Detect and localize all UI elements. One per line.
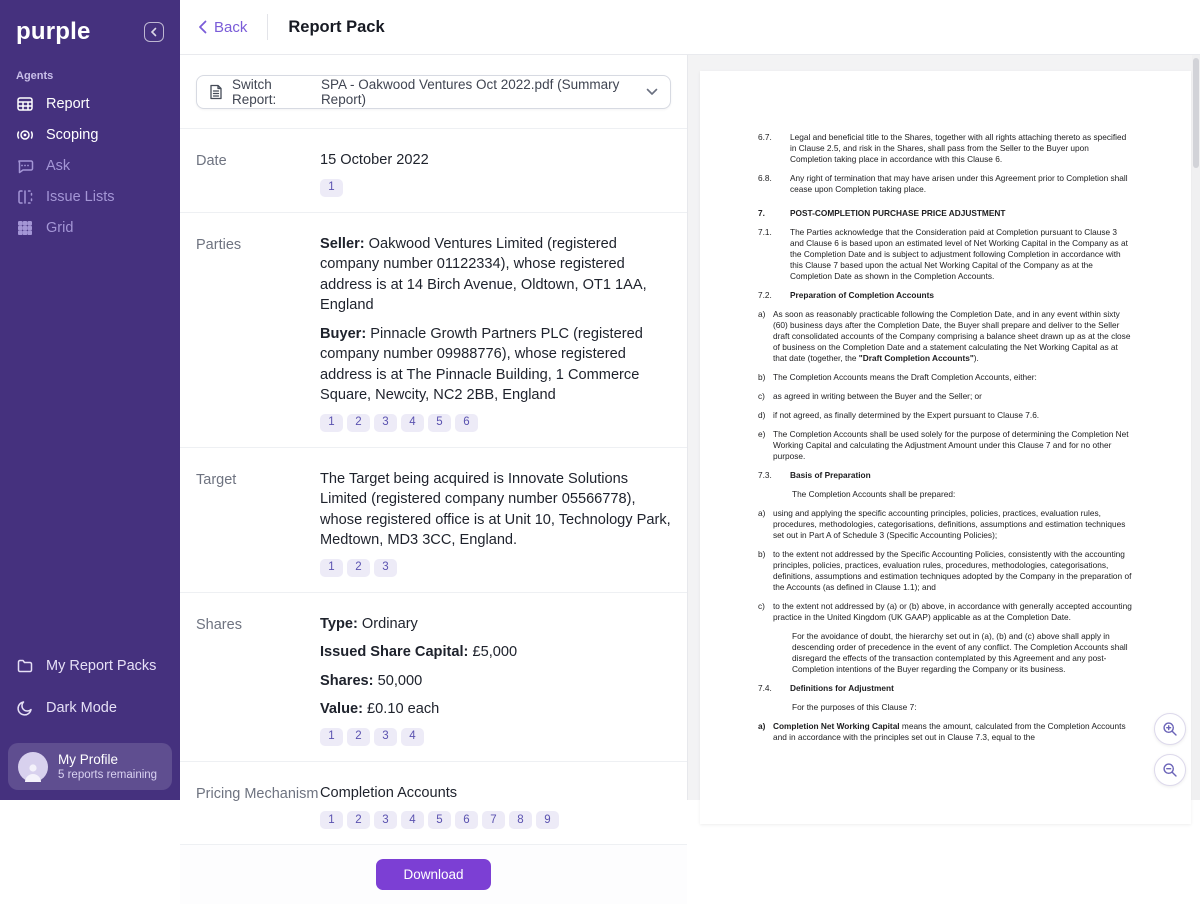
clause-text: Legal and beneficial title to the Shares, together with all rights attaching thereto as specified in Clause 2.5, and risk in the Shares, shall pass from the Seller to the Buyer upon Completion taking place in accordance with this Clause 6. bbox=[790, 132, 1127, 164]
row-paragraphs: Type: Ordinary Issued Share Capital: £5,000 Shares: 50,000 Value: £0.10 each bbox=[320, 615, 518, 717]
clause-number: c) bbox=[758, 601, 765, 611]
report-row bbox=[180, 593, 687, 762]
clause-text: The Parties acknowledge that the Consideration paid at Completion pursuant to Clause 3 and Clause 6 is based upon an estimated level of Net Working Capital in the Company as at the Completion Date and is subject to adjustment following Completion in accordance with this Clause 7 based upon the actual Net Working Capital of the Company as at the Completion Date as shown in the Completion Accounts. bbox=[790, 227, 1128, 281]
row-label: Target bbox=[196, 471, 237, 488]
avatar bbox=[18, 752, 48, 782]
doc-clause bbox=[758, 372, 1133, 383]
topbar-divider bbox=[267, 14, 268, 40]
citation-chip[interactable]: 2 bbox=[347, 811, 370, 829]
clause-number: b) bbox=[758, 372, 766, 382]
row-paragraphs: 15 October 2022 bbox=[320, 152, 429, 168]
list-icon bbox=[16, 188, 34, 206]
citation-list bbox=[320, 179, 671, 197]
clause-text: Definitions for Adjustment bbox=[790, 683, 894, 693]
citation-list bbox=[320, 811, 671, 829]
doc-clause bbox=[758, 429, 1133, 462]
zoom-in-button[interactable] bbox=[1154, 713, 1186, 745]
clause-number: 7.4. bbox=[758, 683, 772, 693]
citation-chip[interactable]: 2 bbox=[347, 559, 370, 577]
clause-number: e) bbox=[758, 429, 766, 439]
row-value bbox=[320, 783, 671, 830]
sidebar-item-ask bbox=[0, 150, 180, 181]
report-row bbox=[180, 213, 687, 448]
citation-chip[interactable]: 9 bbox=[536, 811, 559, 829]
doc-clause bbox=[758, 702, 1133, 713]
doc-clause bbox=[758, 173, 1133, 195]
folder-icon bbox=[16, 657, 34, 675]
clause-number: d) bbox=[758, 410, 766, 420]
citation-chip[interactable]: 3 bbox=[374, 559, 397, 577]
zoom-out-icon bbox=[1162, 762, 1178, 778]
citation-list bbox=[320, 559, 671, 577]
report-row bbox=[180, 762, 687, 846]
citation-chip[interactable]: 3 bbox=[374, 414, 397, 432]
sidebar-item-label: Report bbox=[46, 95, 90, 112]
citation-chip[interactable]: 3 bbox=[374, 811, 397, 829]
doc-clause bbox=[758, 470, 1133, 481]
clause-number: a) bbox=[758, 721, 766, 731]
my-report-packs-button[interactable] bbox=[0, 645, 180, 687]
zoom-in-icon bbox=[1162, 721, 1178, 737]
row-value bbox=[320, 469, 671, 577]
doc-clause bbox=[758, 290, 1133, 301]
dark-mode-toggle[interactable] bbox=[0, 687, 180, 729]
clause-text: Basis of Preparation bbox=[790, 470, 871, 480]
sidebar-item-label: Issue Lists bbox=[46, 188, 115, 205]
footer-item-label: My Report Packs bbox=[46, 658, 157, 674]
clause-text: For the purposes of this Clause 7: bbox=[792, 702, 917, 712]
clause-number: b) bbox=[758, 549, 766, 559]
grid-icon bbox=[16, 219, 34, 237]
clause-text: The Completion Accounts shall be used solely for the purpose of determining the Completion Net Working Capital and calculating the Adjustment Amount under this Clause 7 and for no other purpose. bbox=[773, 429, 1129, 461]
report-row bbox=[180, 448, 687, 593]
document-icon bbox=[209, 84, 223, 100]
citation-chip[interactable]: 1 bbox=[320, 414, 343, 432]
app-logo: purple bbox=[16, 18, 91, 45]
content bbox=[180, 55, 1200, 882]
chevron-left-icon bbox=[198, 20, 207, 34]
doc-clause bbox=[758, 410, 1133, 421]
clause-text: As soon as reasonably practicable following the Completion Date, and in any event within sixty (60) business days after the Completion Date, the Buyer shall prepare and deliver to the Seller draft consolidated accounts of the Company comprising a balance sheet drawn up as at the close of business on the Completion Date and a statement calculating the Net Working Capital as at that date (together, the "Draft Completion Accounts"). bbox=[773, 309, 1131, 363]
row-paragraphs: Completion Accounts bbox=[320, 784, 458, 801]
switch-report-select[interactable] bbox=[196, 75, 671, 109]
sidebar-item-label: Scoping bbox=[46, 126, 99, 143]
clause-text: Any right of termination that may have arisen under this Agreement prior to Completion shall cease upon Completion taking place. bbox=[790, 173, 1128, 194]
citation-chip[interactable]: 5 bbox=[428, 811, 451, 829]
doc-clause bbox=[758, 508, 1133, 541]
pdf-scrollbar[interactable] bbox=[1192, 55, 1200, 800]
row-label: Pricing Mechanism bbox=[196, 785, 319, 802]
clause-text: to the extent not addressed by (a) or (b) above, in accordance with generally accepted accounting practice in the United Kingdom (UK GAAP) applicable as at the Completion Date. bbox=[773, 601, 1132, 622]
citation-chip[interactable]: 1 bbox=[320, 728, 343, 746]
sidebar-item-label: Grid bbox=[46, 219, 74, 236]
citation-chip[interactable]: 4 bbox=[401, 414, 424, 432]
row-value bbox=[320, 234, 671, 432]
citation-chip[interactable]: 5 bbox=[428, 414, 451, 432]
profile-name: My Profile bbox=[58, 752, 119, 767]
footer-item-label: Dark Mode bbox=[46, 700, 117, 716]
profile-reports-remaining: 5 reports remaining bbox=[58, 769, 158, 781]
topbar bbox=[180, 0, 1200, 55]
citation-chip[interactable]: 4 bbox=[401, 728, 424, 746]
citation-chip[interactable]: 6 bbox=[455, 811, 478, 829]
page-title: Report Pack bbox=[288, 17, 385, 36]
pdf-document-text bbox=[758, 132, 1133, 743]
sidebar-item-scoping[interactable] bbox=[0, 119, 180, 150]
pdf-page bbox=[700, 71, 1191, 824]
sidebar-item-report[interactable] bbox=[0, 88, 180, 119]
clause-text: For the avoidance of doubt, the hierarchy set out in (a), (b) and (c) above shall apply in descending order of precedence in the event of any conflict. The Completion Accounts shall disregard the effects of the transaction contemplated by this Agreement and any post-Completion intentions of the Buyer regarding the Company or its business. bbox=[792, 631, 1128, 674]
clause-number: 7.3. bbox=[758, 470, 772, 480]
clause-number: a) bbox=[758, 309, 766, 319]
citation-list bbox=[320, 728, 671, 746]
target-icon bbox=[16, 126, 34, 144]
doc-clause bbox=[758, 601, 1133, 623]
row-label: Parties bbox=[196, 236, 242, 253]
citation-chip[interactable]: 2 bbox=[347, 728, 370, 746]
row-label: Shares bbox=[196, 616, 242, 633]
clause-text: POST-COMPLETION PURCHASE PRICE ADJUSTMENT bbox=[790, 208, 1006, 218]
clause-number: 7. bbox=[758, 208, 765, 218]
citation-chip[interactable]: 1 bbox=[320, 811, 343, 829]
clause-text: Completion Net Working Capital means the amount, calculated from the Completion Accounts and in accordance with the principles set out in Clause 7.3, equal to the bbox=[773, 721, 1126, 742]
report-rows bbox=[180, 129, 687, 845]
doc-clause bbox=[758, 208, 1133, 219]
clause-text: Preparation of Completion Accounts bbox=[790, 290, 934, 300]
switch-report-row bbox=[180, 55, 687, 129]
sidebar-nav bbox=[0, 88, 180, 243]
row-paragraphs: Seller: Oakwood Ventures Limited (registered company number 01122334), whose registered address is at 14 Birch Avenue, Oldtown, OT1 1AA, England Buyer: Pinnacle Growth Partners PLC (registered company number 09988776), whose registered address is at The Pinnacle Building, 1 Commerce Square, Newcity, NC2 2BB, England bbox=[320, 235, 647, 403]
citation-chip[interactable]: 1 bbox=[320, 559, 343, 577]
citation-list bbox=[320, 414, 671, 432]
citation-chip[interactable]: 1 bbox=[320, 179, 343, 197]
chat-icon bbox=[16, 157, 34, 175]
citation-chip[interactable]: 2 bbox=[347, 414, 370, 432]
doc-clause bbox=[758, 489, 1133, 500]
back-label: Back bbox=[214, 18, 248, 36]
clause-number: 6.8. bbox=[758, 173, 772, 183]
doc-clause bbox=[758, 549, 1133, 593]
citation-chip[interactable]: 8 bbox=[509, 811, 532, 829]
row-paragraphs: The Target being acquired is Innovate Solutions Limited (registered company number 05566778), whose registered office is at Unit 10, Technology Park, Medtown, MD3 3CC, England. bbox=[320, 470, 671, 548]
row-value bbox=[320, 150, 671, 197]
row-label: Date bbox=[196, 153, 227, 169]
sidebar-section-label: Agents bbox=[16, 70, 54, 82]
pdf-viewer-panel bbox=[688, 55, 1200, 800]
doc-clause bbox=[758, 309, 1133, 364]
sidebar-header bbox=[0, 0, 180, 54]
zoom-out-button[interactable] bbox=[1154, 754, 1186, 786]
switch-report-label: Switch Report: bbox=[232, 77, 277, 107]
switch-report-value: SPA - Oakwood Ventures Oct 2022.pdf (Summary Report) bbox=[320, 77, 620, 107]
doc-clause bbox=[758, 391, 1133, 402]
pdf-scrollbar-thumb[interactable] bbox=[1193, 58, 1199, 168]
clause-number: 6.7. bbox=[758, 132, 772, 142]
clause-number: 7.1. bbox=[758, 227, 772, 237]
doc-clause bbox=[758, 132, 1133, 165]
sidebar-item-issue-lists bbox=[0, 181, 180, 212]
report-pack-panel bbox=[180, 55, 688, 882]
citation-chip[interactable]: 6 bbox=[455, 414, 478, 432]
sidebar-item-grid bbox=[0, 212, 180, 243]
clause-number: 7.2. bbox=[758, 290, 772, 300]
clause-number: c) bbox=[758, 391, 765, 401]
doc-clause bbox=[758, 631, 1133, 675]
sidebar-footer bbox=[0, 645, 180, 800]
clause-number bbox=[758, 702, 792, 713]
report-row bbox=[180, 129, 687, 213]
clause-text: if not agreed, as finally determined by the Expert pursuant to Clause 7.6. bbox=[773, 410, 1040, 420]
sidebar-collapse-icon[interactable] bbox=[144, 22, 164, 42]
citation-chip[interactable]: 3 bbox=[374, 728, 397, 746]
clause-text: The Completion Accounts shall be prepared: bbox=[792, 489, 956, 499]
doc-clause bbox=[758, 683, 1133, 694]
citation-chip[interactable]: 4 bbox=[401, 811, 424, 829]
panel-footer bbox=[180, 845, 687, 904]
my-profile-button[interactable] bbox=[8, 743, 172, 790]
clause-number: a) bbox=[758, 508, 766, 518]
clause-number bbox=[758, 489, 792, 500]
clause-text: as agreed in writing between the Buyer and the Seller; or bbox=[773, 391, 982, 401]
doc-clause bbox=[758, 721, 1133, 743]
main-area bbox=[180, 0, 1200, 882]
row-value bbox=[320, 614, 671, 746]
clause-number bbox=[758, 631, 792, 675]
back-button[interactable] bbox=[198, 19, 247, 36]
clause-text: using and applying the specific accounting principles, policies, practices, evaluation rules, procedures, methodologies, categorisations, definitions, assumptions and estimation techniques set out in Part A of Schedule 3 (Specific Accounting Policies); bbox=[773, 508, 1126, 540]
citation-chip[interactable]: 7 bbox=[482, 811, 505, 829]
chevron-down-icon bbox=[646, 88, 658, 96]
download-button[interactable]: Download bbox=[376, 859, 490, 890]
sidebar-item-label: Ask bbox=[46, 157, 71, 174]
table-icon bbox=[16, 95, 34, 113]
sidebar bbox=[0, 0, 180, 800]
clause-text: The Completion Accounts means the Draft Completion Accounts, either: bbox=[773, 372, 1037, 382]
moon-icon bbox=[16, 699, 34, 717]
doc-clause bbox=[758, 227, 1133, 282]
clause-text: to the extent not addressed by the Specific Accounting Policies, consistently with the accounting principles, policies, practices, evaluation rules, procedures, methodologies, categorisations, definitions, assumptions and estimation techniques adopted by the Company in the preparation of the Accounts (as defined in Clause 1.1); and bbox=[773, 549, 1132, 592]
